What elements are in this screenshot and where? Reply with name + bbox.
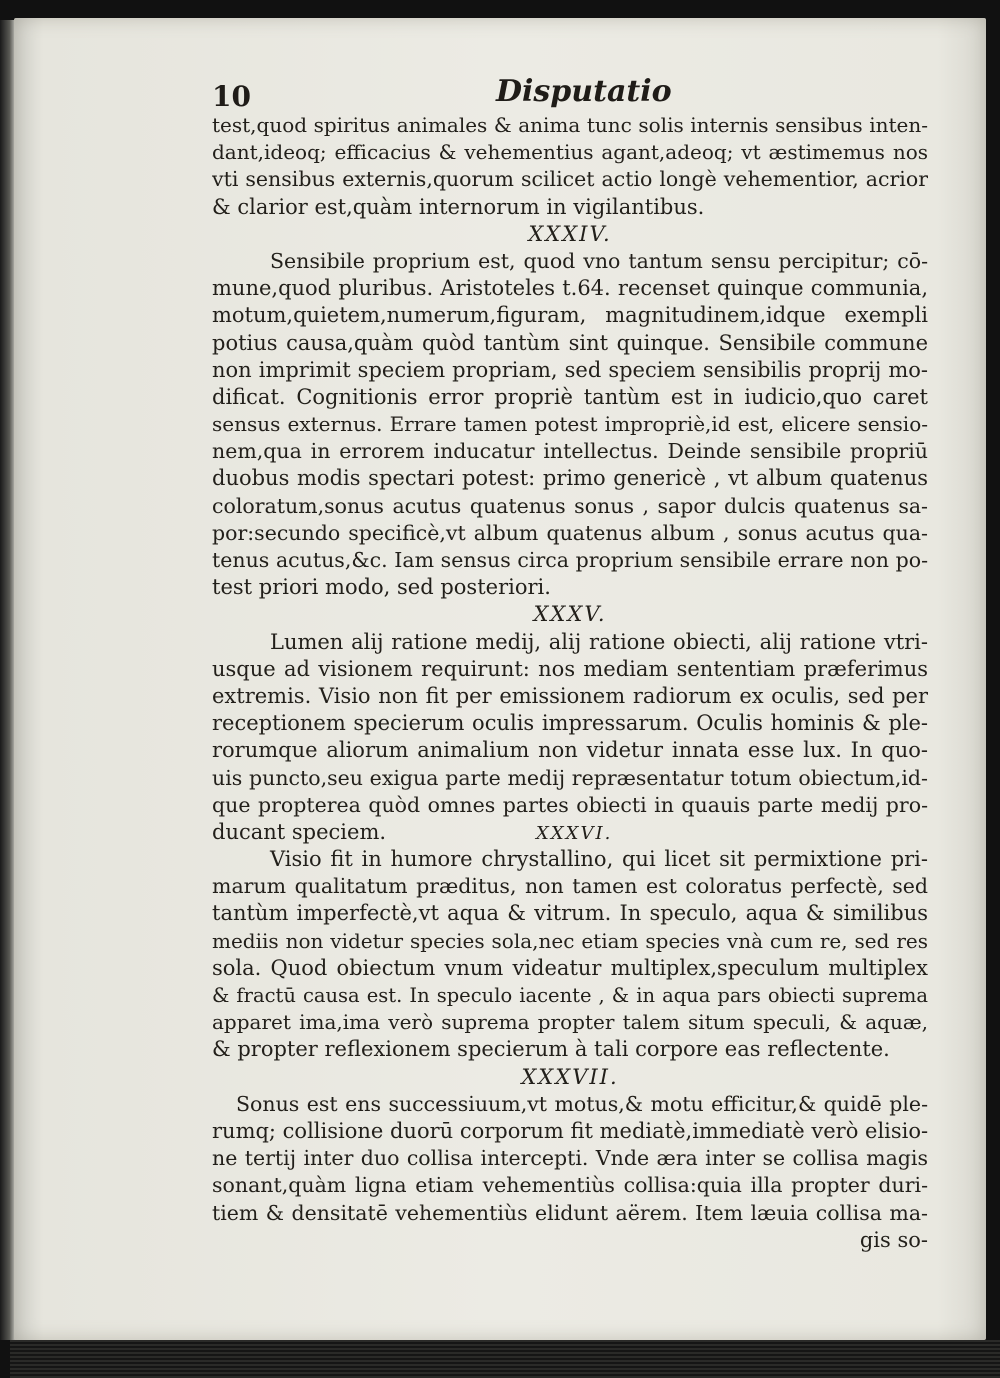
text-line: Visio fit in humore chrystallino, qui licet sit permixtione pri- bbox=[270, 847, 928, 872]
text-line: extremis. Visio non fit per emissionem radiorum ex oculis, sed per bbox=[212, 683, 928, 708]
text-line: coloratum,sonus acutus quatenus sonus , sapor dulcis quatenus sa- bbox=[212, 493, 928, 518]
text-line: & clarior est,quàm internorum in vigilantibus. bbox=[212, 194, 705, 219]
text-line: dant,ideoq; efficacius & vehementius agant,adeoq; vt æstimemus nos bbox=[212, 140, 928, 165]
catchword: gis so- bbox=[859, 1227, 928, 1252]
text-line: potius causa,quàm quòd tantùm sint quinque. Sensibile commune bbox=[212, 330, 928, 355]
thesis-heading-xxxv: XXXV. bbox=[533, 602, 607, 627]
text-line: tantùm imperfectè,vt aqua & vitrum. In speculo, aqua & similibus bbox=[212, 901, 928, 926]
text-line: test priori modo, sed posteriori. bbox=[212, 575, 551, 600]
text-line: motum,quietem,numerum,figuram, magnitudinem,idque exempli bbox=[212, 303, 928, 328]
text-line: por:secundo specificè,vt album quatenus album , sonus acutus qua- bbox=[212, 520, 928, 545]
text-line: vti sensibus externis,quorum scilicet actio longè vehementior, acrior bbox=[212, 167, 928, 192]
text-line: & fractū causa est. In speculo iacente , & in aqua pars obiecti suprema bbox=[212, 984, 928, 1007]
text-line: sensus externus. Errare tamen potest impropriè,id est, elicere sensio- bbox=[212, 412, 928, 437]
text-line: uis puncto,seu exigua parte medij repræsentatur totum obiectum,id- bbox=[212, 765, 928, 790]
text-line: marum qualitatum præditus, non tamen est coloratus perfectè, sed bbox=[212, 874, 928, 899]
text-line: dificat. Cognitionis error propriè tantùm est in iudicio,quo caret bbox=[212, 384, 928, 409]
text-line-end: ducant speciem. bbox=[212, 819, 387, 844]
text-line: Sensibile proprium est, quod vno tantum sensu percipitur; cō- bbox=[270, 248, 928, 273]
text-line: Sonus est ens successiuum,vt motus,& motu efficitur,& quidē ple- bbox=[236, 1091, 928, 1116]
text-line: tenus acutus,&c. Iam sensus circa proprium sensibile errare non po- bbox=[212, 548, 928, 572]
text-line: test,quod spiritus animales & anima tunc solis internis sensibus inten- bbox=[212, 113, 928, 137]
text-line: usque ad visionem requirunt: nos mediam sententiam præferimus bbox=[212, 656, 928, 681]
text-line: que propterea quòd omnes partes obiecti in quauis parte medij pro- bbox=[212, 792, 928, 817]
text-line: Lumen alij ratione medij, alij ratione obiecti, alij ratione vtri- bbox=[270, 629, 928, 654]
text-line: rorumque aliorum animalium non videtur innata esse lux. In quo- bbox=[212, 738, 928, 763]
text-line: mediis non videtur species sola,nec etiam species vnà cum re, sed res bbox=[212, 928, 928, 953]
text-line: mune,quod pluribus. Aristoteles t.64. recenset quinque communia, bbox=[212, 276, 928, 301]
text-line: ne tertij inter duo collisa intercepti. Vnde æra inter se collisa magis bbox=[212, 1146, 928, 1171]
text-line: & propter reflexionem specierum à tali corpore eas reflectente. bbox=[212, 1037, 890, 1062]
page-stack-edge bbox=[10, 1340, 1000, 1378]
text-line: sola. Quod obiectum vnum videatur multiplex,speculum multiplex bbox=[212, 955, 928, 980]
text-line: rumq; collisione duorū corporum fit mediatè,immediatè verò elisio- bbox=[212, 1118, 928, 1143]
text-line: nem,qua in errorem inducatur intellectus. Deinde sensibile propriū bbox=[212, 439, 928, 464]
page-number: 10 bbox=[212, 80, 251, 113]
thesis-heading-xxxiv: XXXIV. bbox=[528, 221, 612, 246]
thesis-heading-xxxvii: XXXVII. bbox=[521, 1064, 619, 1089]
text-line: receptionem specierum oculis impressarum. Oculis hominis & ple- bbox=[212, 711, 928, 736]
thesis-heading-xxxvi: XXXVI. bbox=[536, 822, 613, 844]
text-line: non imprimit speciem propriam, sed speciem sensibilis proprij mo- bbox=[212, 357, 928, 382]
text-line bbox=[212, 819, 928, 846]
text-line: apparet ima,ima verò suprema propter talem situm speculi, & aquæ, bbox=[212, 1010, 928, 1035]
running-head: Disputatio bbox=[496, 74, 672, 109]
text-line: tiem & densitatē vehementiùs elidunt aërem. Item læuia collisa ma- bbox=[212, 1200, 928, 1225]
text-line: duobus modis spectari potest: primo genericè , vt album quatenus bbox=[212, 466, 928, 491]
text-line: sonant,quàm ligna etiam vehementiùs collisa:quia illa propter duri- bbox=[212, 1173, 928, 1198]
text-block bbox=[212, 112, 928, 1254]
